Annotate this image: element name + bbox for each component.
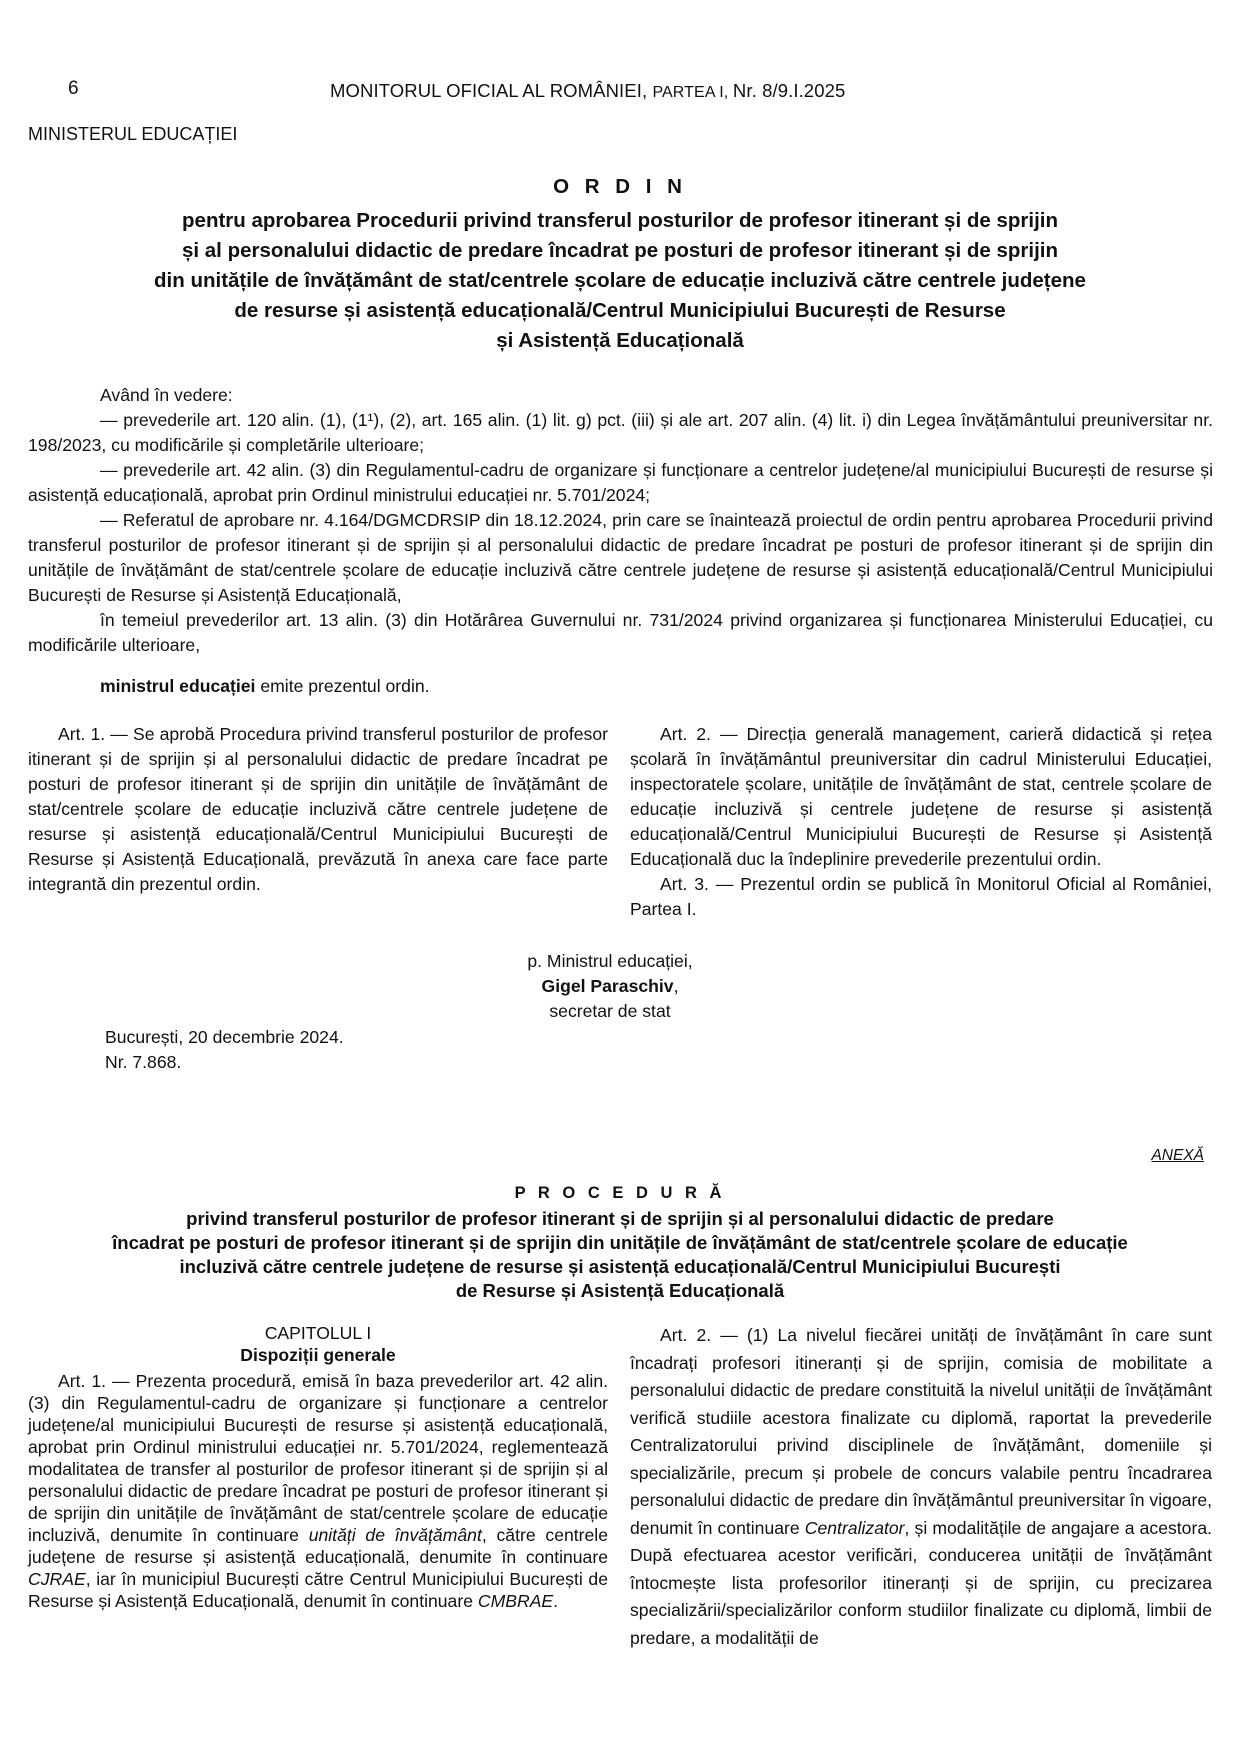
- ordin-subtitle: [30, 206, 1210, 356]
- procedura-subtitle-line: de Resurse și Asistență Educațională: [455, 1280, 785, 1301]
- ordin-article-3: Art. 3. — Prezentul ordin se publică în Monitorul Oficial al României, Partea I.: [630, 874, 1212, 919]
- procedura-subtitle-line: încadrat pe posturi de profesor itinerant și de sprijin din unitățile de învățământ de stat/centrele școlare de educație: [112, 1232, 1128, 1253]
- ordin-title: O R D I N: [553, 175, 687, 198]
- procedura-left-column: [28, 1322, 608, 1612]
- procedura-subtitle: [30, 1207, 1210, 1303]
- art2-term-centralizator: Centralizator: [804, 1517, 905, 1538]
- ordin-subtitle-line: de resurse și asistență educațională/Centrul Municipiului București de Resurse: [234, 299, 1006, 322]
- emite-rest: emite prezentul ordin.: [255, 676, 430, 696]
- ordin-subtitle-line: și Asistență Educațională: [496, 329, 744, 352]
- procedura-subtitle-line: incluzivă către centrele județene de resurse și asistență educațională/Centrul Municipiului București: [179, 1256, 1061, 1277]
- procedura-article-2: [630, 1322, 1212, 1652]
- ordin-right-column: [630, 722, 1212, 922]
- preamble-paragraph: — Referatul de aprobare nr. 4.164/DGMCDRSIP din 18.12.2024, prin care se înaintează proiectul de ordin pentru aprobarea Procedurii privind transferul posturilor de profesor itinerant și de sprijin și al personalului didactic de predare încadrat pe posturi de profesor itinerant și de sprijin din unitățile de învățământ de stat/centrele școlare de educație incluzivă către centrele județene de resurse și asistență educațională/Centrul Municipiului București de Resurse și Asistență Educațională,: [28, 510, 1213, 605]
- preamble-paragraph: în temeiul prevederilor art. 13 alin. (3) din Hotărârea Guvernului nr. 731/2024 privind organizarea și funcționarea Ministerului Educației, cu modificările ulterioare,: [28, 610, 1213, 655]
- gazette-part: PARTEA I,: [652, 84, 733, 101]
- signature-line: p. Ministrul educației,: [527, 951, 693, 971]
- ordin-article-1: Art. 1. — Se aprobă Procedura privind transferul posturilor de profesor itinerant și de sprijin și al personalului didactic de predare încadrat pe posturi de profesor itinerant și de sprijin din unitățile de învățământ de stat/centrele școlare de educație incluzivă către centrele județene de resurse și asistență educațională/Centrul Municipiului București de Resurse și Asistență Educațională, prevăzută în anexa care face parte integrantă din prezentul ordin.: [28, 724, 608, 894]
- anexa-label: ANEXĂ: [1151, 1147, 1204, 1164]
- issuing-ministry: MINISTERUL EDUCAȚIEI: [28, 124, 238, 144]
- art1-term-unitati: unități de învățământ: [308, 1525, 482, 1545]
- art2-text-a: Art. 2. — (1) La nivelul fiecărei unități de învățământ în care sunt încadrați profesori itineranți și de sprijin, comisia de mobilitate a personalului didactic de predare constituită la nivelul unității de învățământ verifică studiile acestora finalizate cu diplomă, raportat la prevederile Centralizatorului privind disciplinele de învățământ, domeniile și specializările, precum și probele de concurs valabile pentru încadrarea personalului didactic de predare din învățământul preuniversitar în vigoare, denumit în continuare: [630, 1325, 1212, 1538]
- preamble-paragraph: Având în vedere:: [100, 385, 233, 405]
- ordin-subtitle-line: și al personalului didactic de predare încadrat pe posturi de profesor itinerant și de sprijin: [181, 239, 1058, 262]
- place-date-block: [105, 1025, 344, 1075]
- chapter-label: CAPITOLUL I: [264, 1323, 372, 1343]
- preamble-paragraph: — prevederile art. 42 alin. (3) din Regulamentul-cadru de organizare și funcționare a centrelor județene/al municipiului București de resurse și asistență educațională, aprobat prin Ordinul ministrului educației nr. 5.701/2024;: [28, 460, 1213, 505]
- gazette-issue: Nr. 8/9.I.2025: [732, 80, 846, 101]
- chapter-title: Dispoziții generale: [240, 1345, 396, 1365]
- ordin-subtitle-line: pentru aprobarea Procedurii privind transferul posturilor de profesor itinerant și de sprijin: [182, 209, 1058, 232]
- art1-text-e: , iar în municipiul București către Centrul Municipiului București de Resurse și Asistență Educațională, denumit în continuare: [28, 1569, 608, 1611]
- emite-minister: ministrul educației: [100, 676, 256, 696]
- place-date: București, 20 decembrie 2024.: [105, 1027, 344, 1047]
- signatory-name: Gigel Paraschiv: [541, 976, 674, 996]
- signatory-role: secretar de stat: [549, 1001, 671, 1021]
- gazette-header: [330, 80, 845, 102]
- ordin-subtitle-line: din unitățile de învățământ de stat/centrele școlare de educație incluzivă către centrele județene: [154, 269, 1086, 292]
- page-number: 6: [68, 78, 79, 99]
- ordin-number: Nr. 7.868.: [105, 1052, 182, 1072]
- art1-term-cmbrae: CMBRAE: [477, 1591, 554, 1611]
- procedura-article-1: [28, 1370, 608, 1612]
- gazette-title: MONITORUL OFICIAL AL ROMÂNIEI,: [330, 80, 653, 101]
- art1-term-cjrae: CJRAE: [28, 1569, 86, 1589]
- art1-text-c: , către centrele județene de resurse și asistență educațională, denumite în continuare: [28, 1525, 608, 1567]
- art1-text-a: Art. 1. — Prezenta procedură, emisă în baza prevederilor art. 42 alin. (3) din Regulamentul-cadru de organizare și funcționare a centrelor județene/al municipiului București de resurse și asistență educațională, aprobat prin Ordinul ministrului educației nr. 5.701/2024, reglementează modalitatea de transfer al posturilor de profesor itinerant și de sprijin și al personalului didactic de predare încadrat pe posturi de profesor itinerant și de sprijin din unitățile de învățământ de stat/centrele școlare de educație incluzivă, denumite în continuare: [28, 1371, 608, 1545]
- signatory-suffix: ,: [673, 976, 679, 996]
- signature-block: [440, 949, 780, 1024]
- ordin-left-column: [28, 722, 608, 897]
- art1-text-g: .: [553, 1591, 559, 1611]
- procedura-title: P R O C E D U R Ă: [514, 1184, 726, 1202]
- ordin-preamble: [28, 383, 1213, 658]
- procedura-subtitle-line: privind transferul posturilor de profesor itinerant și de sprijin și al personalului didactic de predare: [186, 1208, 1054, 1229]
- emite-statement: [100, 676, 430, 697]
- preamble-paragraph: — prevederile art. 120 alin. (1), (1¹), (2), art. 165 alin. (1) lit. g) pct. (iii) și ale art. 207 alin. (4) lit. i) din Legea învățământului preuniversitar nr. 198/2023, cu modificările și completările ulterioare;: [28, 410, 1213, 455]
- ordin-article-2: Art. 2. — Direcția generală management, carieră didactică și rețea școlară în învățământul preuniversitar din cadrul Ministerului Educației, inspectoratele școlare, unitățile de învățământ de stat, centrele școlare de educație incluzivă și centrele județene de resurse și asistență educațională/Centrul Municipiului București de Resurse și Asistență Educațională duc la îndeplinire prevederile prezentului ordin.: [630, 724, 1212, 869]
- procedura-right-column: [630, 1322, 1212, 1652]
- art2-text-c: , și modalitățile de angajare a acestora. După efectuarea acestor verificări, conducerea unității de învățământ întocmește lista profesorilor itineranți și de sprijin, cu precizarea specializării/specializărilor conform studiilor finalizate cu diplomă, limbii de predare, a modalității de: [630, 1517, 1212, 1648]
- signatory-line: [440, 974, 780, 999]
